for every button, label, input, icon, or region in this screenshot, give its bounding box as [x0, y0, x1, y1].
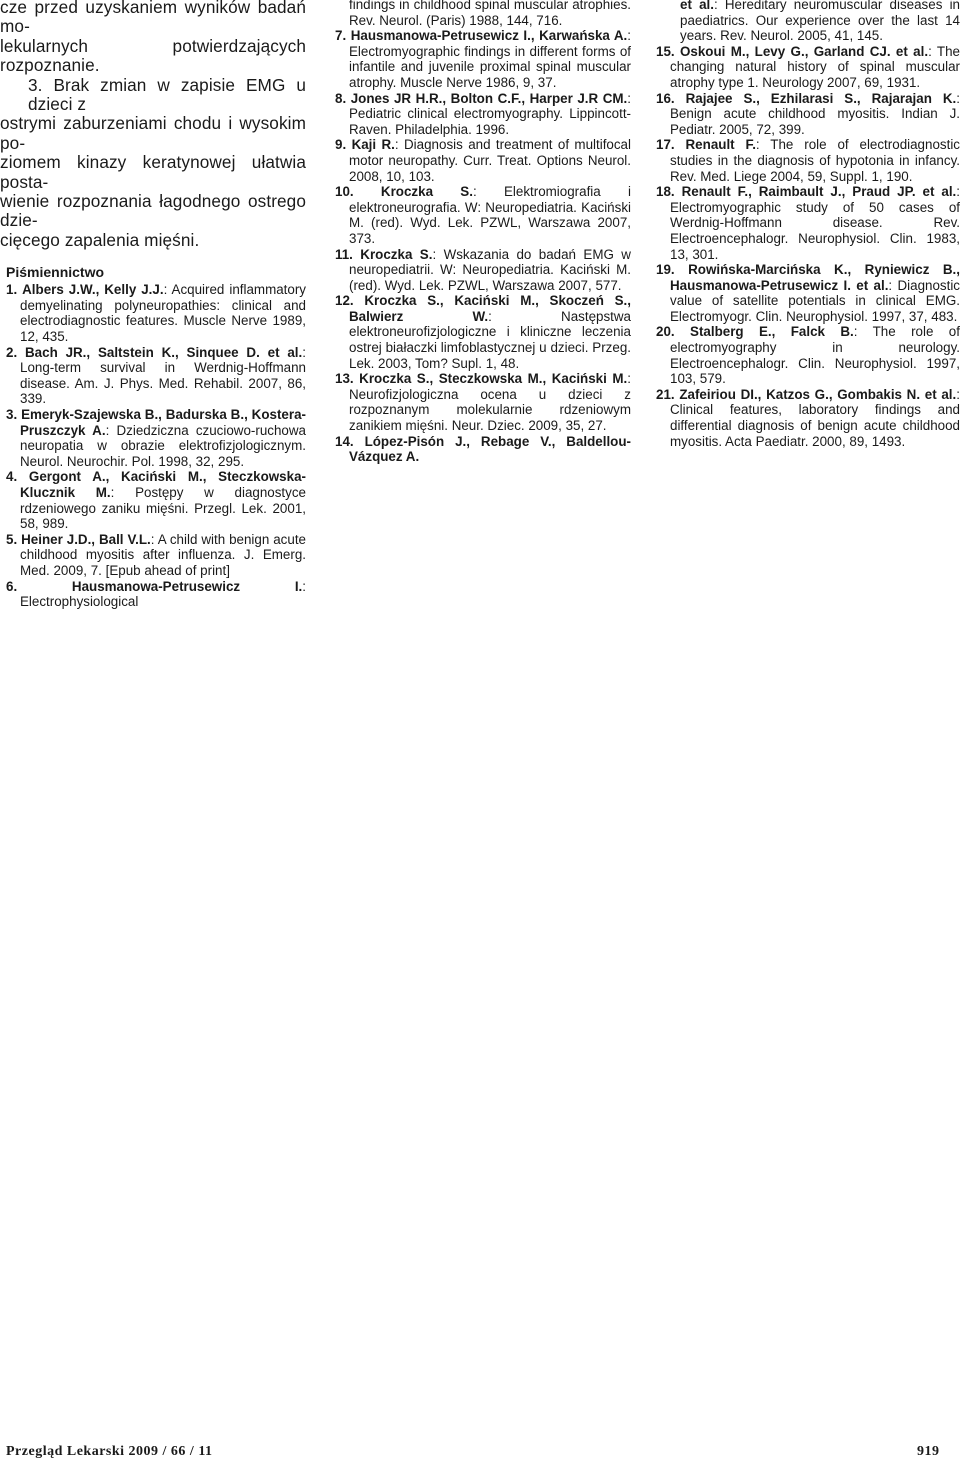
reference-authors: Albers J.W., Kelly J.J.: [22, 282, 164, 298]
reference-body: [6, 469, 306, 531]
reference-authors: Kroczka S., Steczkowska M., Kaciński M.: [359, 371, 628, 387]
reference-body: [335, 28, 631, 90]
reference-body: [335, 434, 631, 465]
reference-authors: Renault F.: [685, 137, 756, 153]
reference-authors: Kroczka S., Kaciński M., Skoczeń S., Balwierz W.: [349, 293, 631, 324]
column-left: [0, 0, 306, 610]
reference-authors: Kaji R.: [351, 137, 395, 153]
reference-text: : Benign acute childhood myositis. Indian J. Pediatr. 2005, 72, 399.: [670, 90, 960, 137]
reference-body: [335, 293, 631, 371]
reference-authors: Jones JR H.R., Bolton C.F., Harper J.R CM.: [350, 90, 628, 106]
reference-item: [329, 371, 631, 433]
reference-item: [0, 407, 306, 469]
reference-authors: Rowińska-Marcińska K., Ryniewicz B., Hausmanowa-Petrusewicz I. et al.: [670, 262, 960, 293]
reference-authors: Rajajee S., Ezhilarasi S., Rajarajan K.: [685, 90, 957, 106]
reference-body: [6, 532, 306, 579]
reference-item: [0, 282, 306, 344]
reference-text: : Electrophysiological: [20, 578, 306, 610]
reference-text: : The role of electrodiagnostic studies in the diagnosis of hypotonia in infancy. Rev. Med. Liege 2004, 59, Suppl. 1, 190.: [670, 137, 960, 184]
reference-body: [335, 184, 631, 246]
reference-body: [6, 579, 306, 610]
reference-authors: Stalberg E., Falck B.: [690, 324, 854, 340]
reference-item: [329, 247, 631, 294]
reference-body: [656, 137, 960, 184]
reference-number: 9.: [335, 137, 347, 153]
reference-body: [656, 184, 960, 262]
text-line: cze przed uzyskaniem wyników badań mo-: [0, 0, 306, 37]
text-line: cięcego zapalenia mięśni.: [0, 229, 200, 250]
reference-authors: Hausmanowa-Petrusewicz I.: [71, 578, 303, 594]
reference-number: 4.: [6, 469, 18, 485]
reference-body: [656, 387, 960, 449]
reference-item: [650, 137, 960, 184]
reference-item: [650, 91, 960, 138]
text-line: wienie rozpoznania łagodnego ostrego dzie-: [0, 191, 306, 231]
reference-body: [6, 345, 306, 407]
reference-text: : Acquired inflammatory demyelinating polyneuropathies: clinical and electrodiagnostic features. Muscle Nerve 1989, 12, 435.: [20, 282, 306, 345]
reference-authors: Kroczka S.: [360, 246, 433, 262]
reference-authors: Oskoui M., Levy G., Garland CJ. et al.: [679, 43, 929, 59]
reference-body: [335, 137, 631, 184]
reference-body: [656, 262, 960, 324]
reference-body: [6, 407, 306, 469]
column-right: [650, 0, 960, 449]
reference-text: : Diagnostic value of satellite potentials in clinical EMG. Electromyogr. Clin. Neurophysiol. 1997, 37, 483.: [670, 277, 960, 324]
page-number: 919: [917, 1444, 940, 1459]
reference-text: : A child with benign acute childhood myositis after influenza. J. Emerg. Med. 2009, 7. [Epub ahead of print]: [20, 531, 306, 578]
reference-number: 20.: [656, 324, 675, 340]
reference-number: 13.: [335, 371, 354, 387]
reference-body: [656, 44, 960, 91]
reference-item: [650, 262, 960, 324]
reference-text: : Neurofizjologiczna ocena u dzieci z rozpoznanym molekularnie rdzeniowym zanikiem mięśni. Neur. Dziec. 2009, 35, 27.: [349, 371, 631, 434]
reference-authors: Renault F., Raimbault J., Praud JP. et al.: [681, 184, 957, 200]
reference-body: [656, 324, 960, 386]
reference-list: [329, 28, 631, 465]
text-line: ziomem kinazy keratynowej ułatwia posta-: [0, 152, 306, 192]
reference-continuation: [329, 0, 631, 28]
reference-number: 16.: [656, 90, 675, 106]
reference-text: : Electromyographic study of 50 cases of Werdnig-Hoffmann disease. Rev. Electroencephalogr. Neurophysiol. Clin. 1983, 13, 301.: [670, 184, 960, 262]
reference-authors: Gergont A., Kaciński M., Steczkowska-Klucznik M.: [20, 469, 306, 500]
reference-item: [650, 387, 960, 449]
reference-text: : The changing natural history of spinal muscular atrophy type 1. Neurology 2007, 69, 1931.: [670, 43, 960, 90]
reference-body: [335, 247, 631, 294]
reference-text: : Hereditary neuromuscular diseases in paediatrics. Our experience over the last 14 years. Rev. Neurol. 2005, 41, 145.: [680, 0, 960, 44]
reference-authors: Emeryk-Szajewska B., Badurska B., Kostera-Pruszczyk A.: [20, 407, 306, 438]
reference-text: : Long-term survival in Werdnig-Hoffmann disease. Am. J. Phys. Med. Rehabil. 2007, 86, 339.: [20, 344, 306, 407]
reference-text: : Postępy w diagnostyce rdzeniowego zaniku mięśni. Przegl. Lek. 2001, 58, 989.: [20, 485, 306, 532]
reference-item: [0, 345, 306, 407]
reference-text: : Electromyographic findings in different forms of infantile and juvenile proximal spinal muscular atrophy. Muscle Nerve 1986, 9, 37.: [349, 28, 631, 90]
reference-number: 6.: [6, 578, 18, 594]
reference-authors: Zafeiriou DI., Katzos G., Gombakis N. et al.: [679, 386, 957, 402]
reference-text: : Clinical features, laboratory findings and differential diagnosis of benign acute childhood myositis. Acta Paediatr. 2000, 89, 1493.: [670, 386, 960, 449]
reference-number: 14.: [335, 433, 354, 449]
reference-text: : Wskazania do badań EMG w neuropediatrii. W: Neuropediatria. Kaciński M. (red). Wyd. Lek. PZWL, Warszawa 2007, 577.: [349, 246, 631, 293]
reference-item: [329, 434, 631, 465]
reference-number: 5.: [6, 531, 18, 547]
reference-number: 15.: [656, 43, 675, 59]
journal-footer: Przegląd Lekarski 2009 / 66 / 11: [6, 1444, 213, 1459]
reference-number: 19.: [656, 262, 675, 278]
reference-number: 3.: [6, 407, 18, 423]
reference-authors: Hausmanowa-Petrusewicz I., Karwańska A.: [350, 28, 628, 44]
reference-body: [656, 91, 960, 138]
reference-item: [329, 184, 631, 246]
reference-list: [650, 44, 960, 449]
reference-item: [329, 137, 631, 184]
reference-number: 21.: [656, 386, 675, 402]
reference-authors: et al.: [680, 0, 714, 12]
reference-text: : Diagnosis and treatment of multifocal motor neuropathy. Curr. Treat. Options Neurol. 2008, 10, 103.: [349, 137, 631, 184]
reference-body: [335, 91, 631, 138]
reference-item: [0, 532, 306, 579]
reference-number: 7.: [335, 28, 347, 44]
reference-text: : Elektromiografia i elektroneurografia. W: Neuropediatria. Kaciński M. (red). Wyd. Lek. PZWL, Warszawa 2007, 373.: [349, 184, 631, 246]
reference-authors: Bach JR., Saltstein K., Sinquee D. et al.: [25, 344, 303, 360]
reference-number: 12.: [335, 293, 354, 309]
reference-text: findings in childhood spinal muscular atrophies. Rev. Neurol. (Paris) 1988, 144, 716.: [349, 0, 631, 28]
reference-item: [0, 579, 306, 610]
reference-item: [656, 0, 960, 44]
reference-item: [329, 91, 631, 138]
references-heading: Piśmiennictwo: [6, 264, 105, 281]
text-line: lekularnych potwierdzających rozpoznanie.: [0, 35, 306, 76]
reference-text: : Dziedziczna czuciowo-ruchowa neuropatia w obrazie elektrofizjologicznym. Neurol. Neurochir. Pol. 1998, 32, 295.: [20, 422, 306, 469]
column-middle: [329, 0, 631, 465]
reference-item: [650, 184, 960, 262]
reference-text: : Pediatric clinical electromyography. Lippincott-Raven. Philadelphia. 1996.: [349, 90, 631, 137]
reference-text: : Następstwa elektroneurofizjologiczne i kliniczne leczenia ostrej białaczki limfoblastycznej u dzieci. Przeg. Lek. 2003, Tom? Supl. 1, 48.: [349, 308, 632, 371]
reference-body: [335, 371, 631, 433]
reference-number: 10.: [335, 184, 354, 200]
reference-authors: López-Pisón J., Rebage V., Baldellou-Vázquez A.: [349, 433, 631, 465]
reference-text: : The role of electromyography in neurology. Electroencephalogr. Clin. Neurophysiol. 1997, 103, 579.: [670, 324, 960, 387]
reference-list: [0, 282, 306, 609]
reference-item: [329, 28, 631, 90]
text-line: ostrymi zaburzeniami chodu i wysokim po-: [0, 113, 306, 153]
reference-number: 2.: [6, 344, 18, 360]
text-line: 3. Brak zmian w zapisie EMG u dzieci z: [28, 74, 306, 115]
reference-number: 11.: [335, 246, 353, 262]
reference-authors: Kroczka S.: [380, 184, 473, 200]
reference-number: 1.: [6, 282, 18, 298]
reference-authors: Heiner J.D., Ball V.L.: [21, 531, 151, 547]
reference-number: 18.: [656, 184, 675, 200]
reference-number: 17.: [656, 137, 675, 153]
reference-number: 8.: [335, 90, 347, 106]
conclusion-text: [0, 0, 306, 250]
reference-item: [329, 293, 631, 371]
reference-item: [650, 324, 960, 386]
reference-body: [6, 282, 306, 344]
reference-item: [0, 469, 306, 531]
reference-continuation: [650, 0, 960, 44]
reference-item: [650, 44, 960, 91]
